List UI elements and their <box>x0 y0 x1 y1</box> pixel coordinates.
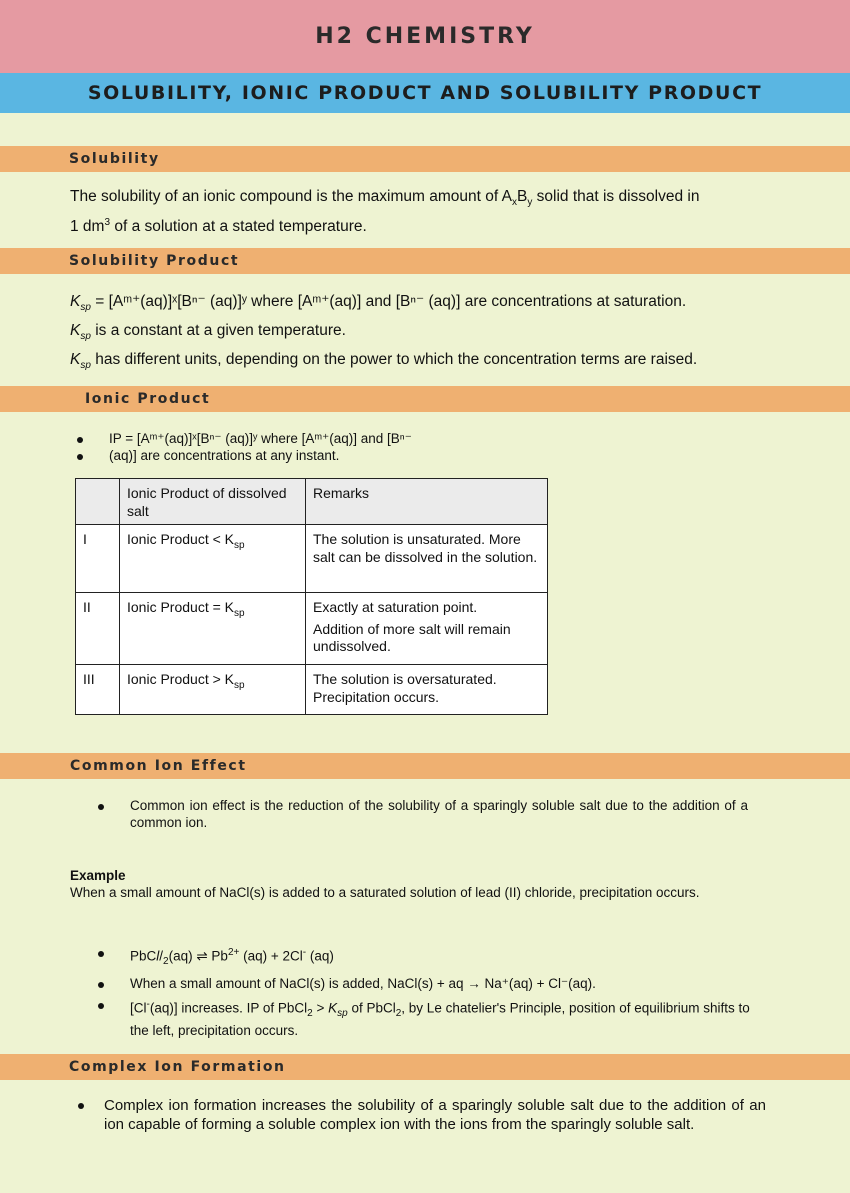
page-subtitle: SOLUBILITY, IONIC PRODUCT AND SOLUBILITY PRODUCT <box>87 82 763 104</box>
list-item: When a small amount of NaCl(s) is added, NaCl(s) + aq → Na⁺(aq) + Cl⁻(aq). <box>98 975 758 992</box>
section-heading-ionic-product: Ionic Product <box>85 391 211 407</box>
table-row <box>76 665 548 715</box>
common-ion-bullets <box>98 797 748 831</box>
table-row <box>76 525 548 593</box>
table-header-cell <box>76 479 120 525</box>
subtitle-banner <box>0 73 850 113</box>
section-heading-common-ion: Common Ion Effect <box>70 758 247 774</box>
title-banner <box>0 0 850 73</box>
row-number: II <box>76 593 120 665</box>
ionic-product-bullets <box>77 430 537 464</box>
section-heading-complex-ion: Complex Ion Formation <box>69 1059 286 1075</box>
section-bar-solubility-product <box>0 248 850 274</box>
section-heading-solubility: Solubility <box>69 151 160 167</box>
section-heading-solubility-product: Solubility Product <box>69 253 240 269</box>
list-item: Complex ion formation increases the solubility of a sparingly soluble salt due to the addition of an ion capable of forming a soluble complex ion with the ions from the sparingly soluble salt. <box>78 1096 766 1134</box>
example-label: Example <box>70 868 126 883</box>
section-bar-solubility <box>0 146 850 172</box>
row-condition: Ionic Product = $K_{sp}$ <box>120 593 306 665</box>
table-header-cell: Remarks <box>306 479 548 525</box>
ksp-line-3: $K_{sp}$ has different units, depending on the power to which the concentration terms are raised. <box>70 351 698 372</box>
row-remark: The solution is oversaturated. Precipitation occurs. <box>306 665 548 715</box>
list-item: Common ion effect is the reduction of the solubility of a sparingly soluble salt due to the addition of a common ion. <box>98 797 748 831</box>
section-bar-common-ion <box>0 753 850 779</box>
equation-bullets <box>98 944 758 1039</box>
table-header-row <box>76 479 548 525</box>
solubility-definition: The solubility of an ionic compound is the maximum amount of $A_xB_y$ solid that is dissolved in 1 $dm^3$ of a solution at a stated temperature. <box>70 188 700 236</box>
section-bar-ionic-product <box>0 386 850 412</box>
ksp-line-1: $K_{sp}$ = [Aᵐ⁺(aq)]ˣ[Bⁿ⁻ (aq)]ʸ where [Aᵐ⁺(aq)] and [Bⁿ⁻ (aq)] are concentrations at saturation. <box>70 293 687 314</box>
complex-ion-bullets <box>78 1096 766 1134</box>
ionic-product-table <box>75 478 548 715</box>
page-title: H2 CHEMISTRY <box>315 24 535 49</box>
row-condition: Ionic Product < $K_{sp}$ <box>120 525 306 593</box>
example-block <box>70 867 760 901</box>
list-item: [Cl-(aq)] increases. IP of PbCl$_2$ > $K_{sp}$ of PbCl$_2$, by Le chatelier's Principle, position of equilibrium shifts to the left, precipitation occurs. <box>98 996 758 1039</box>
list-item: (aq)] are concentrations at any instant. <box>77 447 537 464</box>
row-remark: The solution is unsaturated. More salt can be dissolved in the solution. <box>306 525 548 593</box>
example-text: When a small amount of NaCl(s) is added to a saturated solution of lead (II) chloride, precipitation occurs. <box>70 885 700 900</box>
row-remark: Exactly at saturation point. Addition of more salt will remain undissolved. <box>306 593 548 665</box>
list-item: IP = [Aᵐ⁺(aq)]ˣ[Bⁿ⁻ (aq)]ʸ where [Aᵐ⁺(aq)] and [Bⁿ⁻ <box>77 430 537 447</box>
list-item: PbCl/$_2(aq)$ ⇌ $Pb^{2+}$ (aq) + 2Cl- (aq) <box>98 944 758 970</box>
row-condition: Ionic Product > $K_{sp}$ <box>120 665 306 715</box>
table-row <box>76 593 548 665</box>
row-number: I <box>76 525 120 593</box>
table-header-cell: Ionic Product of dissolved salt <box>120 479 306 525</box>
ksp-line-2: $K_{sp}$ is a constant at a given temperature. <box>70 322 346 343</box>
ksp-definition <box>70 290 830 377</box>
section-bar-complex-ion <box>0 1054 850 1080</box>
row-number: III <box>76 665 120 715</box>
